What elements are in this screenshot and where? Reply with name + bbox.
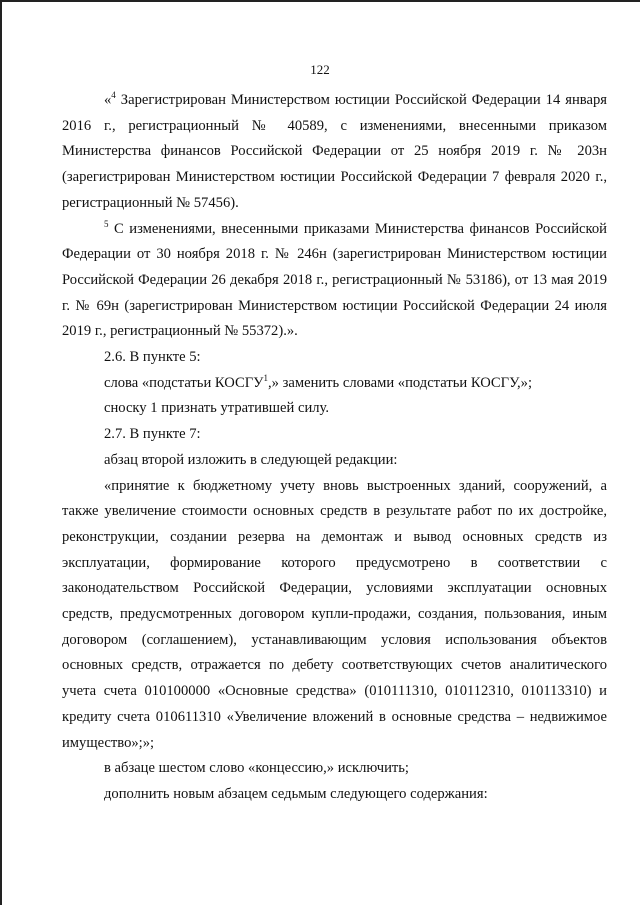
footnote-5-mark: 5 (104, 218, 109, 229)
quoted-new-wording: «принятие к бюджетному учету вновь выстроенных зданий, сооружений, а также увеличение стоимости основных средств в результате работ по их достройке, реконструкции, создании резерва на демонтаж и вывод основных средств из эксплуатации, формирование которого предусмотрено в соответствии с законодательством Российской Федерации, условиями эксплуатации основных средств, предусмотренных договором купли-продажи, создания, пользования, иным договором (соглашением), устанавливающим условия использования объектов основных средств, отражается по дебету соответствующих счетов аналитического учета счета 010100000 «Основные средства» (010111310, 010112310, 010113310) и кредиту счета 010611310 «Увеличение вложений в основные средства – недвижимое имущество»;»; (62, 477, 607, 751)
words-replacement-paragraph (62, 371, 607, 397)
words-replacement-part-b: ,» заменить словами «подстатьи КОСГУ,»; (268, 374, 533, 391)
footnote-4-text: Зарегистрирован Министерством юстиции Российской Федерации 14 января 2016 г., регистрационный № 40589, с изменениями, внесенными приказом Министерства финансов Российской Федерации от 25 ноября 2019 г. № 203н (зарегистрирован Министерством юстиции Российской Федерации 7 февраля 2020 г., регистрационный № 57456). (62, 92, 607, 211)
document-body (62, 88, 607, 808)
page-number: 122 (310, 62, 330, 77)
footnote-5-paragraph (62, 217, 607, 346)
footnote-1-mark: 1 (263, 372, 269, 383)
footnote-1-void-paragraph: сноску 1 признать утратившей силу. (104, 400, 330, 417)
clause-2-7: 2.7. В пункте 7: (104, 426, 201, 443)
clause-2-6: 2.6. В пункте 5: (104, 349, 201, 366)
scan-edge-left (0, 0, 2, 905)
words-replacement-part-a: слова «подстатьи КОСГУ (104, 374, 264, 391)
quote-open: « (104, 92, 112, 108)
scan-edge-top (0, 0, 640, 2)
second-paragraph-instruction: абзац второй изложить в следующей редакции: (104, 451, 398, 468)
footnote-4-mark: 4 (111, 90, 116, 101)
footnote-5-text: С изменениями, внесенными приказами Министерства финансов Российской Федерации от 30 ноября 2018 г. № 246н (зарегистрирован Министерством юстиции Российской Федерации 26 декабря 2018 г., регистрационный № 53186), от 13 мая 2019 г. № 69н (зарегистрирован Министерством юстиции Российской Федерации 24 июля 2019 г., регистрационный № 55372).». (62, 220, 607, 340)
sixth-paragraph-instruction: в абзаце шестом слово «концессию,» исключить; (104, 760, 409, 777)
add-seventh-paragraph-instruction: дополнить новым абзацем седьмым следующего содержания: (104, 785, 488, 802)
footnote-4-paragraph (62, 88, 607, 217)
